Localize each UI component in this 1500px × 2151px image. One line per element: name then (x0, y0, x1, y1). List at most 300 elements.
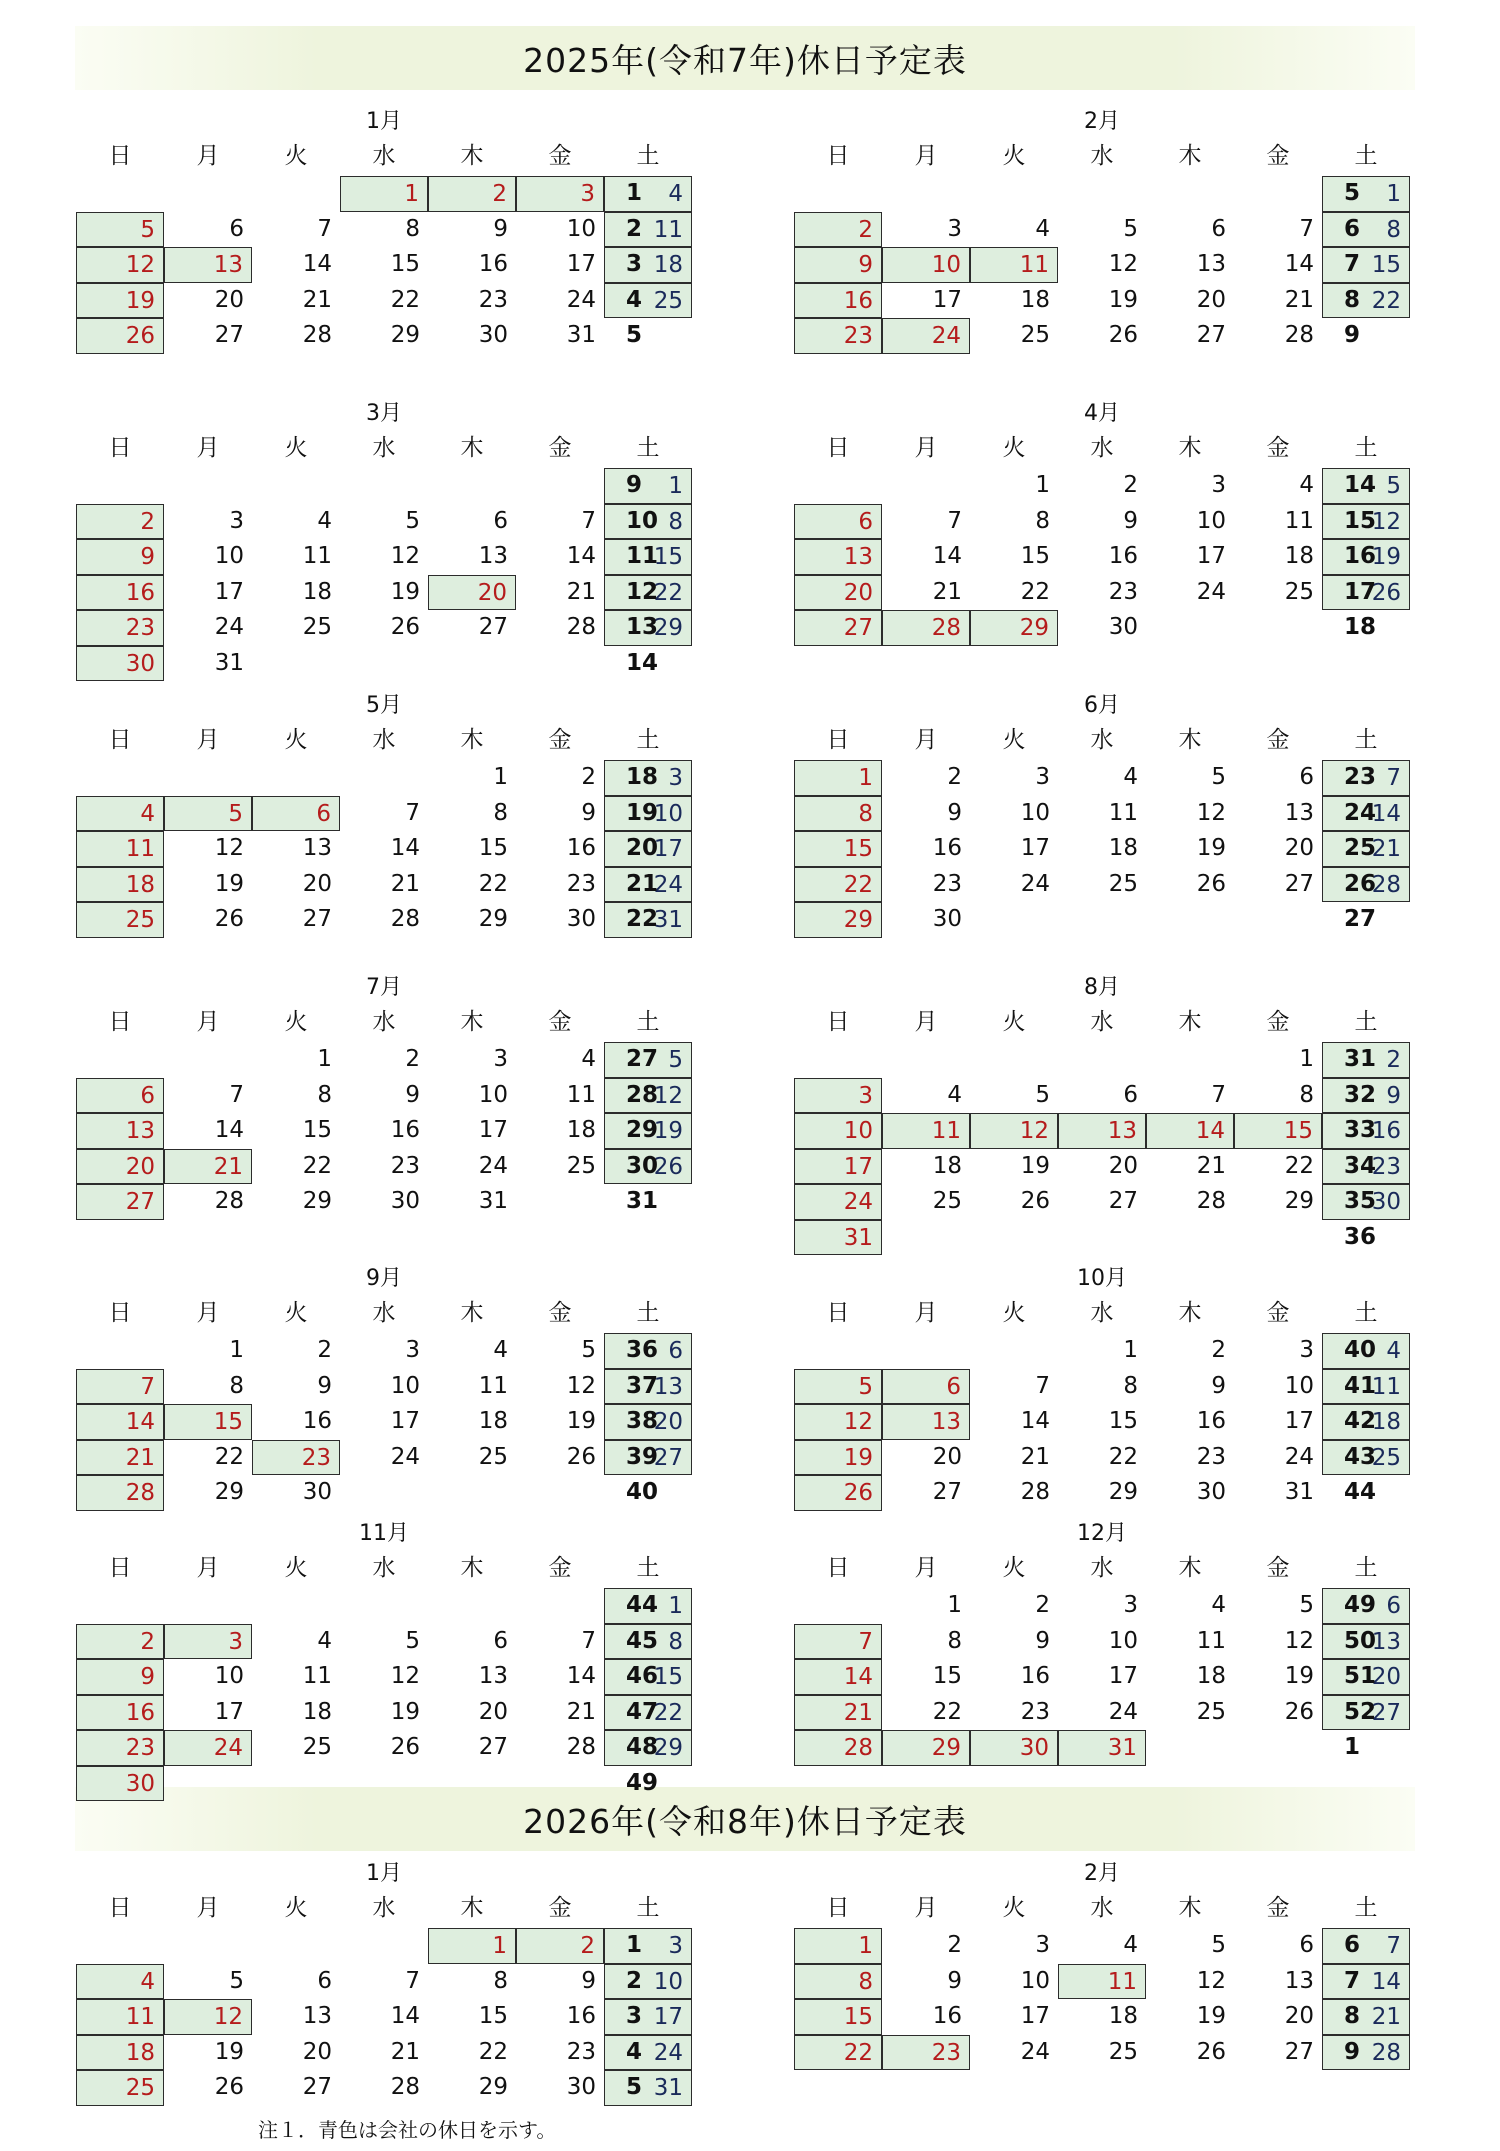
date-cell: 1 (317, 1046, 332, 1072)
holiday-date-cell: 15 (794, 831, 882, 867)
weekday-header: 月 (196, 727, 220, 753)
week-number: 40 (1344, 1337, 1377, 1363)
week-number: 16 (1344, 543, 1377, 569)
holiday-date-cell: 11 (76, 1999, 164, 2035)
holiday-date-cell: 27 (76, 1184, 164, 1220)
holiday-date-cell: 14 (1322, 796, 1410, 832)
week-number: 35 (1344, 1188, 1377, 1214)
holiday-date-cell: 9 (794, 247, 882, 283)
week-number: 24 (1344, 799, 1377, 826)
week-number: 17 (1344, 578, 1377, 605)
date-cell: 5 (1211, 764, 1226, 790)
weekday-header: 月 (914, 1555, 938, 1581)
weekday-header: 木 (1178, 1300, 1202, 1326)
date-cell: 24 (214, 614, 244, 640)
month-title: 4月 (1084, 401, 1120, 426)
date-cell: 18 (932, 1152, 962, 1179)
date-cell: 2 (1035, 1592, 1050, 1618)
date-cell: 5 (1211, 1932, 1226, 1958)
week-number: 42 (1344, 1408, 1377, 1434)
date-cell: 19 (1196, 2003, 1226, 2029)
weekday-header: 月 (914, 727, 938, 753)
holiday-date-cell: 14 (76, 1404, 164, 1440)
date-cell: 19 (1020, 1152, 1050, 1179)
date-cell: 29 (1284, 1188, 1314, 1214)
month-title: 2月 (1084, 1861, 1120, 1886)
date-cell: 9 (405, 1081, 420, 1108)
date-cell: 10 (1284, 1372, 1314, 1399)
week-number: 50 (1344, 1627, 1377, 1654)
date-cell: 6 (493, 507, 508, 534)
holiday-date-cell: 29 (604, 610, 692, 646)
holiday-date-cell: 4 (1322, 1333, 1410, 1369)
week-number: 39 (626, 1443, 659, 1470)
date-cell: 27 (478, 614, 508, 640)
year-title-banner-2025 (75, 26, 1415, 90)
date-cell: 4 (1211, 1592, 1226, 1618)
date-cell: 19 (1196, 835, 1226, 861)
week-number: 21 (626, 870, 659, 897)
week-number: 10 (626, 507, 659, 534)
date-cell: 7 (947, 507, 962, 534)
weekday-header: 日 (826, 1895, 850, 1921)
week-number: 1 (1344, 1734, 1361, 1760)
date-cell: 13 (1284, 1967, 1314, 1994)
date-cell: 12 (1196, 1967, 1226, 1994)
date-cell: 16 (302, 1408, 332, 1434)
date-cell: 10 (478, 1081, 508, 1108)
date-cell: 25 (1284, 578, 1314, 605)
date-cell: 27 (1284, 870, 1314, 897)
date-cell: 21 (302, 286, 332, 313)
week-number: 1 (626, 1932, 643, 1958)
holiday-date-cell: 31 (1058, 1730, 1146, 1766)
date-cell: 4 (1123, 1932, 1138, 1958)
date-cell: 28 (566, 614, 596, 640)
holiday-date-cell: 23 (882, 2035, 970, 2071)
date-cell: 27 (302, 906, 332, 932)
date-cell: 28 (566, 1734, 596, 1760)
holiday-date-cell: 20 (76, 1149, 164, 1185)
week-number: 5 (626, 322, 643, 348)
date-cell: 8 (405, 215, 420, 242)
date-cell: 7 (317, 215, 332, 242)
date-cell: 26 (1196, 2038, 1226, 2065)
date-cell: 9 (493, 215, 508, 242)
date-cell: 31 (478, 1188, 508, 1214)
date-cell: 12 (214, 835, 244, 861)
date-cell: 9 (1211, 1372, 1226, 1399)
date-cell: 11 (302, 543, 332, 569)
date-cell: 15 (478, 835, 508, 861)
date-cell: 11 (478, 1372, 508, 1399)
date-cell: 27 (302, 2074, 332, 2100)
holiday-date-cell: 5 (604, 1042, 692, 1078)
date-cell: 3 (493, 1046, 508, 1072)
year-title-banner-2026 (75, 1787, 1415, 1851)
holiday-date-cell: 11 (604, 212, 692, 248)
month-title: 9月 (366, 1266, 402, 1291)
date-cell: 16 (390, 1117, 420, 1143)
holiday-date-cell: 27 (794, 610, 882, 646)
holiday-date-cell: 31 (604, 2070, 692, 2106)
weekday-header: 月 (196, 435, 220, 461)
week-number: 14 (1344, 472, 1377, 498)
date-cell: 22 (214, 1443, 244, 1470)
holiday-date-cell: 29 (970, 610, 1058, 646)
holiday-date-cell: 2 (794, 212, 882, 248)
week-number: 31 (1344, 1046, 1377, 1072)
date-cell: 18 (478, 1408, 508, 1434)
week-number: 37 (626, 1372, 659, 1399)
date-cell: 19 (214, 870, 244, 897)
date-cell: 14 (302, 251, 332, 277)
week-number: 38 (626, 1408, 659, 1434)
week-number: 52 (1344, 1698, 1377, 1725)
weekday-header: 水 (372, 1555, 396, 1581)
date-cell: 11 (1108, 799, 1138, 826)
weekday-header: 水 (372, 435, 396, 461)
date-cell: 14 (566, 543, 596, 569)
week-number: 47 (626, 1698, 659, 1725)
date-cell: 13 (478, 1663, 508, 1689)
date-cell: 16 (566, 835, 596, 861)
date-cell: 30 (932, 906, 962, 932)
date-cell: 23 (566, 2038, 596, 2065)
date-cell: 17 (214, 578, 244, 605)
date-cell: 26 (566, 1443, 596, 1470)
date-cell: 24 (1020, 2038, 1050, 2065)
weekday-header: 土 (636, 435, 660, 461)
holiday-date-cell: 13 (1322, 1624, 1410, 1660)
holiday-date-cell: 3 (164, 1624, 252, 1660)
weekday-header: 木 (1178, 1555, 1202, 1581)
date-cell: 6 (1123, 1081, 1138, 1108)
date-cell: 14 (932, 543, 962, 569)
holiday-date-cell: 6 (1322, 1588, 1410, 1624)
holiday-date-cell: 6 (882, 1369, 970, 1405)
holiday-date-cell: 10 (604, 1964, 692, 2000)
weekday-header: 土 (1354, 1009, 1378, 1035)
date-cell: 26 (1108, 322, 1138, 348)
weekday-header: 水 (1090, 435, 1114, 461)
date-cell: 25 (302, 614, 332, 640)
date-cell: 17 (1020, 2003, 1050, 2029)
weekday-header: 木 (460, 1009, 484, 1035)
holiday-date-cell: 7 (76, 1369, 164, 1405)
weekday-header: 月 (196, 1895, 220, 1921)
holiday-date-cell: 15 (164, 1404, 252, 1440)
date-cell: 26 (1284, 1698, 1314, 1725)
date-cell: 25 (932, 1188, 962, 1214)
date-cell: 16 (566, 2003, 596, 2029)
weekday-header: 金 (1266, 727, 1290, 753)
holiday-date-cell: 15 (794, 1999, 882, 2035)
date-cell: 20 (214, 286, 244, 313)
weekday-header: 火 (284, 1009, 308, 1035)
date-cell: 21 (566, 1698, 596, 1725)
date-cell: 19 (566, 1408, 596, 1434)
date-cell: 16 (1020, 1663, 1050, 1689)
holiday-date-cell: 12 (164, 1999, 252, 2035)
date-cell: 13 (478, 543, 508, 569)
date-cell: 11 (302, 1663, 332, 1689)
week-number: 6 (1344, 1932, 1361, 1958)
weekday-header: 水 (1090, 1895, 1114, 1921)
week-number: 4 (626, 2038, 643, 2065)
date-cell: 28 (1196, 1188, 1226, 1214)
holiday-date-cell: 1 (340, 176, 428, 212)
holiday-date-cell: 8 (604, 504, 692, 540)
holiday-date-cell: 12 (604, 1078, 692, 1114)
holiday-date-cell: 24 (164, 1730, 252, 1766)
weekday-header: 木 (1178, 1009, 1202, 1035)
date-cell: 1 (493, 764, 508, 790)
date-cell: 7 (405, 1967, 420, 1994)
date-cell: 31 (1284, 1479, 1314, 1505)
weekday-header: 火 (1002, 727, 1026, 753)
date-cell: 9 (947, 799, 962, 826)
weekday-header: 金 (548, 435, 572, 461)
week-number: 3 (626, 251, 643, 277)
date-cell: 25 (1108, 2038, 1138, 2065)
holiday-date-cell: 1 (604, 468, 692, 504)
date-cell: 31 (566, 322, 596, 348)
weekday-header: 金 (548, 1300, 572, 1326)
weekday-header: 日 (108, 1895, 132, 1921)
holiday-date-cell: 15 (604, 1659, 692, 1695)
holiday-date-cell: 19 (794, 1440, 882, 1476)
holiday-date-cell: 8 (604, 1624, 692, 1660)
weekday-header: 金 (1266, 1555, 1290, 1581)
holiday-date-cell: 25 (1322, 1440, 1410, 1476)
date-cell: 22 (478, 870, 508, 897)
date-cell: 14 (1284, 251, 1314, 277)
weekday-header: 月 (196, 1009, 220, 1035)
holiday-date-cell: 12 (970, 1113, 1058, 1149)
holiday-date-cell: 20 (1322, 1659, 1410, 1695)
holiday-date-cell: 16 (794, 283, 882, 319)
date-cell: 25 (1108, 870, 1138, 897)
weekday-header: 土 (636, 1895, 660, 1921)
holiday-date-cell: 4 (76, 796, 164, 832)
holiday-date-cell: 1 (428, 1928, 516, 1964)
weekday-header: 火 (284, 1300, 308, 1326)
holiday-date-cell: 13 (882, 1404, 970, 1440)
holiday-date-cell: 18 (1322, 1404, 1410, 1440)
week-number: 18 (1344, 614, 1377, 640)
weekday-header: 金 (548, 1009, 572, 1035)
date-cell: 25 (1020, 322, 1050, 348)
date-cell: 20 (302, 2038, 332, 2065)
weekday-header: 金 (548, 727, 572, 753)
date-cell: 11 (1284, 507, 1314, 534)
weekday-header: 月 (196, 143, 220, 169)
week-number: 48 (626, 1734, 659, 1760)
weekday-header: 月 (196, 1555, 220, 1581)
date-cell: 12 (1108, 251, 1138, 277)
weekday-header: 日 (108, 1555, 132, 1581)
weekday-header: 日 (108, 1009, 132, 1035)
date-cell: 30 (302, 1479, 332, 1505)
date-cell: 27 (214, 322, 244, 348)
date-cell: 21 (932, 578, 962, 605)
date-cell: 8 (947, 1627, 962, 1654)
date-cell: 2 (947, 764, 962, 790)
holiday-date-cell: 26 (794, 1475, 882, 1511)
weekday-header: 水 (1090, 1009, 1114, 1035)
weekday-header: 日 (108, 1300, 132, 1326)
date-cell: 25 (478, 1443, 508, 1470)
date-cell: 2 (405, 1046, 420, 1072)
holiday-date-cell: 18 (76, 2035, 164, 2071)
weekday-header: 木 (1178, 727, 1202, 753)
date-cell: 16 (932, 835, 962, 861)
date-cell: 4 (317, 507, 332, 534)
date-cell: 10 (214, 543, 244, 569)
week-number: 30 (626, 1152, 659, 1179)
holiday-date-cell: 18 (76, 867, 164, 903)
date-cell: 18 (1196, 1663, 1226, 1689)
holiday-date-cell: 23 (794, 318, 882, 354)
date-cell: 24 (1108, 1698, 1138, 1725)
date-cell: 23 (932, 870, 962, 897)
date-cell: 9 (581, 1967, 596, 1994)
date-cell: 28 (390, 906, 420, 932)
date-cell: 29 (214, 1479, 244, 1505)
holiday-date-cell: 1 (604, 1588, 692, 1624)
date-cell: 1 (1035, 472, 1050, 498)
date-cell: 3 (229, 507, 244, 534)
holiday-date-cell: 30 (76, 1766, 164, 1802)
holiday-date-cell: 5 (794, 1369, 882, 1405)
date-cell: 2 (1211, 1337, 1226, 1363)
date-cell: 18 (1284, 543, 1314, 569)
date-cell: 6 (229, 215, 244, 242)
week-number: 20 (626, 835, 659, 861)
date-cell: 5 (405, 507, 420, 534)
date-cell: 10 (390, 1372, 420, 1399)
date-cell: 28 (214, 1188, 244, 1214)
month-title: 1月 (366, 109, 402, 134)
holiday-date-cell: 16 (76, 575, 164, 611)
holiday-date-cell: 4 (604, 176, 692, 212)
date-cell: 17 (390, 1408, 420, 1434)
date-cell: 16 (1196, 1408, 1226, 1434)
weekday-header: 木 (460, 435, 484, 461)
holiday-date-cell: 9 (76, 539, 164, 575)
holiday-date-cell: 27 (604, 1440, 692, 1476)
week-number: 12 (626, 578, 659, 605)
week-number: 25 (1344, 835, 1377, 861)
date-cell: 10 (214, 1663, 244, 1689)
holiday-date-cell: 31 (604, 902, 692, 938)
weekday-header: 日 (826, 1009, 850, 1035)
weekday-header: 日 (826, 1300, 850, 1326)
week-number: 23 (1344, 764, 1377, 790)
holiday-date-cell: 21 (76, 1440, 164, 1476)
date-cell: 21 (390, 870, 420, 897)
holiday-date-cell: 3 (604, 760, 692, 796)
date-cell: 6 (1299, 1932, 1314, 1958)
date-cell: 8 (493, 799, 508, 826)
holiday-date-cell: 22 (604, 1695, 692, 1731)
holiday-date-cell: 22 (794, 867, 882, 903)
weekday-header: 土 (1354, 727, 1378, 753)
week-number: 45 (626, 1627, 659, 1654)
holiday-date-cell: 11 (1322, 1369, 1410, 1405)
week-number: 22 (626, 906, 659, 932)
week-number: 28 (626, 1081, 659, 1108)
date-cell: 30 (566, 906, 596, 932)
date-cell: 9 (947, 1967, 962, 1994)
date-cell: 26 (390, 1734, 420, 1760)
weekday-header: 月 (914, 1009, 938, 1035)
date-cell: 29 (302, 1188, 332, 1214)
weekday-header: 木 (1178, 143, 1202, 169)
week-number: 5 (626, 2074, 643, 2100)
week-number: 2 (626, 1967, 643, 1994)
date-cell: 3 (1123, 1592, 1138, 1618)
date-cell: 4 (317, 1627, 332, 1654)
week-number: 8 (1344, 286, 1361, 313)
weekday-header: 金 (1266, 1895, 1290, 1921)
date-cell: 16 (1108, 543, 1138, 569)
date-cell: 30 (566, 2074, 596, 2100)
week-number: 51 (1344, 1663, 1377, 1689)
weekday-header: 金 (548, 143, 572, 169)
weekday-header: 土 (636, 1009, 660, 1035)
date-cell: 12 (566, 1372, 596, 1399)
date-cell: 22 (390, 286, 420, 313)
date-cell: 18 (566, 1117, 596, 1143)
holiday-date-cell: 28 (76, 1475, 164, 1511)
week-number: 9 (1344, 2038, 1361, 2065)
week-number: 1 (626, 180, 643, 206)
weekday-header: 月 (196, 1300, 220, 1326)
date-cell: 20 (1108, 1152, 1138, 1179)
week-number: 13 (626, 614, 659, 640)
holiday-date-cell: 23 (76, 610, 164, 646)
date-cell: 26 (214, 2074, 244, 2100)
weekday-header: 火 (284, 1895, 308, 1921)
date-cell: 13 (1284, 799, 1314, 826)
week-number: 34 (1344, 1152, 1377, 1179)
holiday-date-cell: 7 (794, 1624, 882, 1660)
date-cell: 10 (1196, 507, 1226, 534)
date-cell: 25 (566, 1152, 596, 1179)
holiday-date-cell: 21 (164, 1149, 252, 1185)
weekday-header: 火 (284, 727, 308, 753)
weekday-header: 火 (1002, 1009, 1026, 1035)
weekday-header: 水 (372, 1009, 396, 1035)
weekday-header: 月 (914, 1895, 938, 1921)
date-cell: 29 (1108, 1479, 1138, 1505)
week-number: 4 (626, 286, 643, 313)
date-cell: 23 (1020, 1698, 1050, 1725)
holiday-date-cell: 12 (794, 1404, 882, 1440)
date-cell: 20 (932, 1443, 962, 1470)
week-number: 8 (1344, 2003, 1361, 2029)
holiday-date-cell: 13 (164, 247, 252, 283)
date-cell: 12 (1196, 799, 1226, 826)
holiday-date-cell: 28 (794, 1730, 882, 1766)
weekday-header: 水 (1090, 1555, 1114, 1581)
date-cell: 7 (581, 507, 596, 534)
holiday-date-cell: 26 (1322, 575, 1410, 611)
week-number: 18 (626, 764, 659, 790)
date-cell: 12 (390, 543, 420, 569)
